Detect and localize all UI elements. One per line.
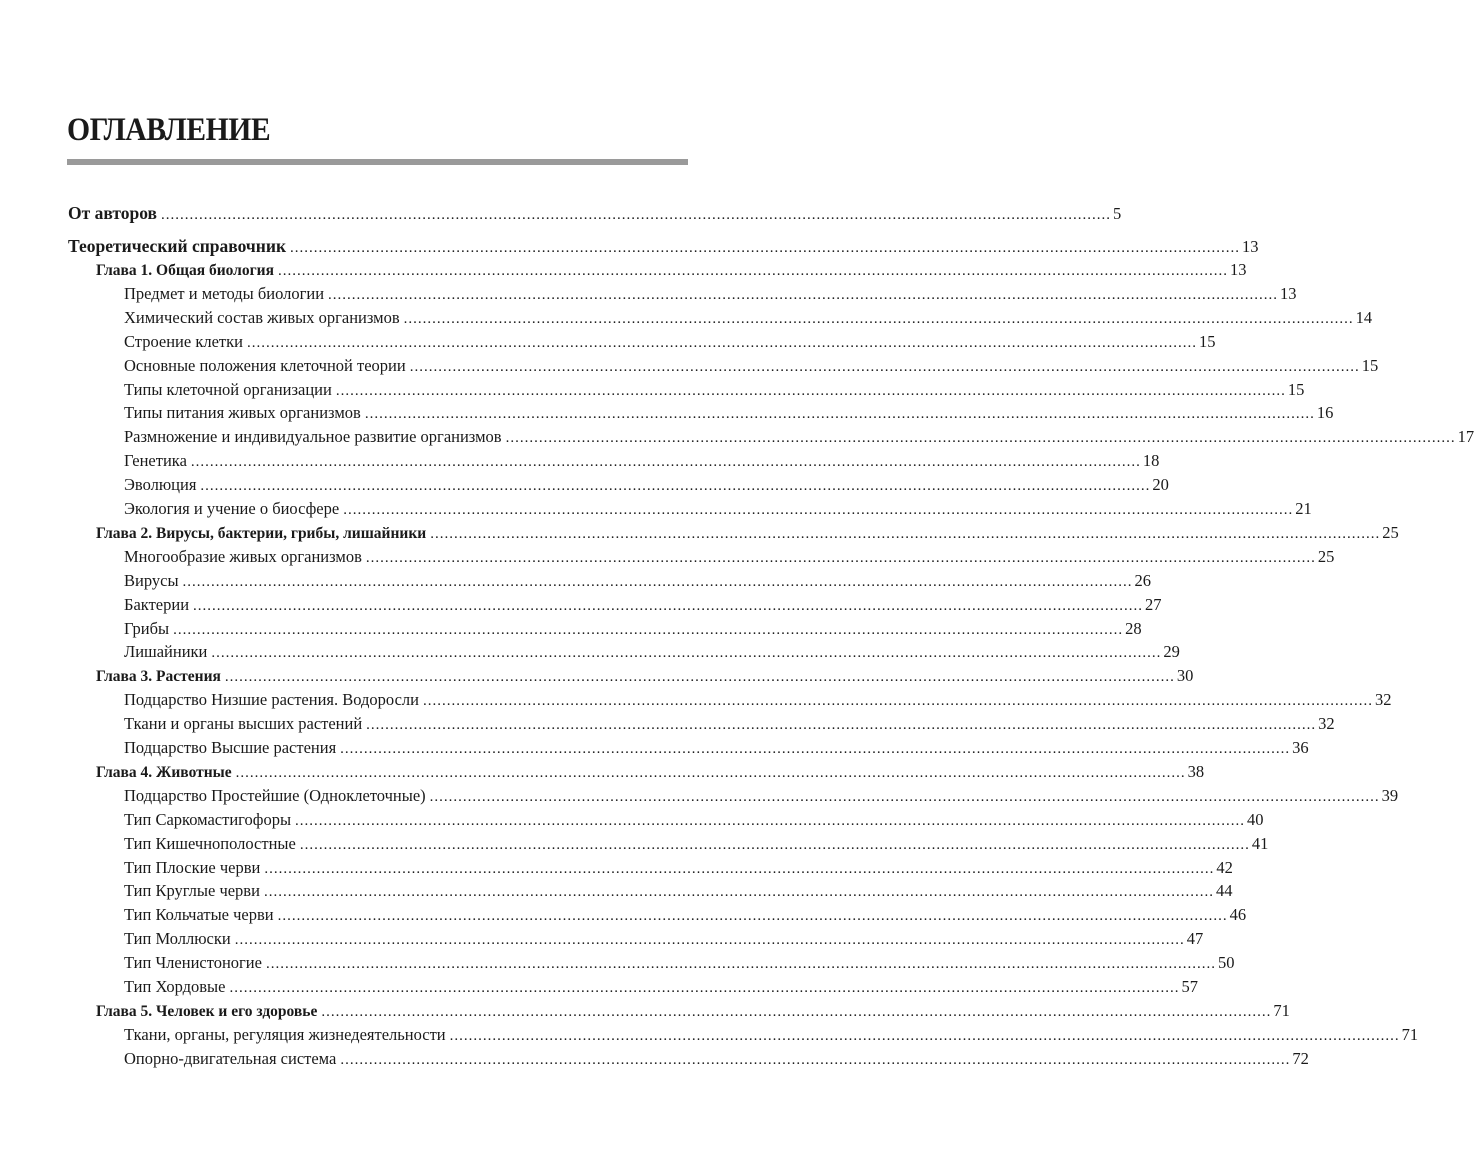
toc-entry-label: Тип Хордовые: [124, 977, 226, 996]
toc-entry-page: 36: [1292, 738, 1309, 757]
toc-item[interactable]: [124, 714, 1335, 735]
dot-leader: ........................................................................................................................................................................................................: [365, 549, 1316, 566]
toc-item[interactable]: [124, 857, 1233, 879]
dot-leader: ........................................................................................................................................................................................................: [246, 334, 1197, 351]
toc-entry-page: 44: [1215, 881, 1233, 901]
dot-leader: ........................................................................................................................................................................................................: [229, 980, 1180, 996]
toc-entry-page: 15: [1198, 331, 1216, 351]
dot-leader: ........................................................................................................................................................................................................: [335, 382, 1286, 399]
toc-entry-label: Тип Плоские черви: [124, 857, 261, 877]
toc-item[interactable]: [124, 785, 1399, 807]
toc-entry-label: Генетика: [124, 451, 187, 471]
toc-entry-label: Размножение и индивидуальное развитие организмов: [124, 427, 502, 447]
toc-entry-label: Тип Саркомастигофоры: [124, 809, 292, 829]
dot-leader: ........................................................................................................................................................................................................: [224, 669, 1175, 686]
toc-entry-label: Тип Членистоногие: [124, 953, 262, 973]
toc-entry-page: 28: [1125, 618, 1142, 638]
toc-entry-page: 27: [1145, 594, 1162, 614]
dot-leader: ........................................................................................................................................................................................................: [340, 741, 1291, 757]
toc-entry-page: 46: [1229, 905, 1247, 925]
dot-leader: ........................................................................................................................................................................................................: [295, 812, 1246, 829]
toc-entry-page: 71: [1401, 1024, 1419, 1044]
toc-entry-label: Экология и учение о биосфере: [124, 499, 340, 518]
dot-leader: ........................................................................................................................................................................................................: [430, 525, 1381, 542]
dot-leader: ........................................................................................................................................................................................................: [265, 956, 1216, 973]
toc-entry-page: 25: [1382, 522, 1399, 542]
toc-entry-label: Глава 4. Животные: [96, 763, 232, 781]
toc-entry-page: 32: [1374, 690, 1392, 710]
toc-entry-label: Подцарство Простейшие (Одноклеточные): [124, 785, 426, 805]
toc-entry-label: Подцарство Высшие растения: [124, 738, 337, 757]
toc-entry-page: 15: [1361, 355, 1379, 375]
toc-entry-page: 5: [1112, 204, 1122, 223]
toc-entry-label: Вирусы: [124, 570, 179, 590]
toc-entry-page: 30: [1176, 666, 1194, 686]
toc-section[interactable]: [68, 203, 1122, 225]
toc-chapter[interactable]: [96, 1000, 1290, 1022]
dot-leader: ........................................................................................................................................................................................................: [264, 860, 1215, 877]
dot-leader: ........................................................................................................................................................................................................: [173, 621, 1124, 638]
dot-leader: ........................................................................................................................................................................................................: [429, 788, 1380, 805]
toc-entry-label: Подцарство Низшие растения. Водоросли: [124, 690, 419, 710]
toc-entry-page: 29: [1163, 642, 1180, 662]
toc-entry-label: Строение клетки: [124, 331, 243, 351]
dot-leader: ........................................................................................................................................................................................................: [160, 207, 1111, 223]
toc-item[interactable]: [124, 881, 1233, 902]
toc-section[interactable]: [68, 236, 1259, 258]
toc-entry-page: 15: [1287, 379, 1305, 399]
toc-entry-label: Типы клеточной организации: [124, 379, 332, 399]
toc-entry-page: 38: [1187, 761, 1205, 781]
dot-leader: ........................................................................................................................................................................................................: [182, 573, 1133, 590]
toc-entry-label: Эволюция: [124, 475, 197, 495]
dot-leader: ........................................................................................................................................................................................................: [193, 597, 1144, 614]
dot-leader: ........................................................................................................................................................................................................: [409, 358, 1360, 375]
dot-leader: ........................................................................................................................................................................................................: [505, 430, 1456, 447]
toc-item[interactable]: [124, 427, 1474, 448]
toc-item[interactable]: [124, 618, 1142, 640]
toc-entry-page: 26: [1134, 570, 1152, 590]
toc-item[interactable]: [124, 403, 1334, 424]
toc-entry-label: Лишайники: [124, 642, 208, 662]
toc-item[interactable]: [124, 690, 1392, 711]
toc-entry-page: 13: [1242, 237, 1259, 256]
toc-entry-page: 50: [1217, 953, 1235, 973]
toc-entry-page: 25: [1317, 546, 1335, 566]
dot-leader: ........................................................................................................................................................................................................: [278, 263, 1228, 279]
dot-leader: ........................................................................................................................................................................................................: [422, 693, 1373, 710]
toc-entry-page: 17: [1457, 427, 1474, 447]
title-divider: [67, 159, 688, 165]
dot-leader: ........................................................................................................................................................................................................: [234, 932, 1185, 949]
toc-entry-label: Типы питания живых организмов: [124, 403, 361, 423]
toc-item[interactable]: [124, 977, 1198, 998]
toc-item[interactable]: [124, 355, 1379, 377]
toc-entry-label: От авторов: [68, 203, 157, 223]
dot-leader: ........................................................................................................................................................................................................: [449, 1027, 1400, 1044]
dot-leader: ........................................................................................................................................................................................................: [343, 502, 1294, 518]
toc-entry-label: Тип Кольчатые черви: [124, 905, 274, 925]
toc-entry-label: Тип Круглые черви: [124, 881, 260, 901]
toc-entry-page: 18: [1142, 451, 1160, 471]
toc-entry-page: 41: [1251, 833, 1269, 853]
toc-item[interactable]: [124, 642, 1180, 663]
toc-item[interactable]: [124, 570, 1152, 592]
dot-leader: ........................................................................................................................................................................................................: [364, 406, 1315, 423]
dot-leader: ........................................................................................................................................................................................................: [190, 454, 1141, 471]
dot-leader: ........................................................................................................................................................................................................: [235, 764, 1186, 781]
dot-leader: ........................................................................................................................................................................................................: [340, 1051, 1291, 1068]
toc-item[interactable]: [124, 331, 1216, 353]
toc-entry-label: Бактерии: [124, 594, 190, 614]
toc-chapter[interactable]: [96, 666, 1194, 687]
dot-leader: ........................................................................................................................................................................................................: [328, 286, 1279, 303]
toc-chapter[interactable]: [96, 761, 1205, 783]
toc-entry-label: Предмет и методы биологии: [124, 283, 325, 303]
toc-item[interactable]: [124, 1048, 1309, 1070]
page-title: ОГЛАВЛЕНИЕ: [67, 112, 271, 148]
dot-leader: ........................................................................................................................................................................................................: [263, 884, 1214, 901]
toc-entry-label: Тип Моллюски: [124, 929, 231, 949]
toc-entry-label: Химический состав живых организмов: [124, 307, 400, 327]
toc-item[interactable]: [124, 594, 1162, 616]
toc-item[interactable]: [124, 953, 1235, 974]
toc-item[interactable]: [124, 546, 1335, 568]
toc-item[interactable]: [124, 451, 1160, 472]
toc-entry-label: Тип Кишечнополостные: [124, 833, 296, 853]
toc-item[interactable]: [124, 499, 1312, 520]
toc-entry-page: 16: [1316, 403, 1334, 423]
toc-entry-label: Грибы: [124, 618, 170, 638]
toc-item[interactable]: [124, 905, 1247, 926]
dot-leader: ........................................................................................................................................................................................................: [403, 310, 1354, 327]
toc-entry-label: Опорно-двигательная система: [124, 1048, 337, 1068]
dot-leader: ........................................................................................................................................................................................................: [321, 1003, 1272, 1020]
toc-item[interactable]: [124, 307, 1373, 329]
toc-item[interactable]: [124, 809, 1264, 831]
toc-chapter[interactable]: [96, 522, 1399, 544]
toc-entry-page: 21: [1295, 499, 1312, 518]
toc-entry-label: Глава 5. Человек и его здоровье: [96, 1002, 318, 1020]
toc-entry-label: Глава 1. Общая биология: [96, 262, 274, 279]
toc-entry-page: 72: [1292, 1048, 1309, 1068]
toc-entry-label: Ткани, органы, регуляция жизнедеятельности: [124, 1024, 446, 1044]
toc-item[interactable]: [124, 833, 1269, 855]
dot-leader: ........................................................................................................................................................................................................: [290, 240, 1241, 256]
toc-entry-label: Многообразие живых организмов: [124, 546, 362, 566]
toc-item[interactable]: [124, 738, 1309, 759]
dot-leader: ........................................................................................................................................................................................................: [277, 908, 1228, 925]
toc-entry-page: 14: [1355, 307, 1373, 327]
toc-item[interactable]: [124, 283, 1297, 305]
toc-entry-page: 32: [1318, 714, 1335, 734]
toc-entry-label: Глава 3. Растения: [96, 668, 221, 686]
toc-entry-page: 40: [1247, 809, 1264, 829]
toc-entry-label: Глава 2. Вирусы, бактерии, грибы, лишайники: [96, 524, 427, 542]
toc-entry-page: 57: [1181, 977, 1198, 996]
toc-entry-page: 47: [1186, 929, 1204, 949]
toc-entry-label: Теоретический справочник: [68, 236, 287, 256]
dot-leader: ........................................................................................................................................................................................................: [200, 478, 1151, 495]
toc-entry-label: Ткани и органы высших растений: [124, 714, 363, 734]
toc-entry-page: 39: [1381, 785, 1399, 805]
toc-entry-page: 71: [1273, 1000, 1290, 1020]
dot-leader: ........................................................................................................................................................................................................: [211, 645, 1162, 662]
toc-item[interactable]: [124, 379, 1305, 401]
toc-chapter[interactable]: [96, 260, 1247, 281]
toc-entry-page: 13: [1280, 283, 1297, 303]
toc-item[interactable]: [124, 929, 1204, 950]
toc-item[interactable]: [124, 1024, 1419, 1046]
toc-entry-label: Основные положения клеточной теории: [124, 355, 406, 375]
toc-item[interactable]: [124, 475, 1169, 496]
dot-leader: ........................................................................................................................................................................................................: [366, 717, 1317, 734]
toc-entry-page: 13: [1230, 260, 1247, 279]
toc-entry-page: 42: [1216, 857, 1233, 877]
dot-leader: ........................................................................................................................................................................................................: [299, 836, 1250, 853]
toc-entry-page: 20: [1152, 475, 1169, 495]
